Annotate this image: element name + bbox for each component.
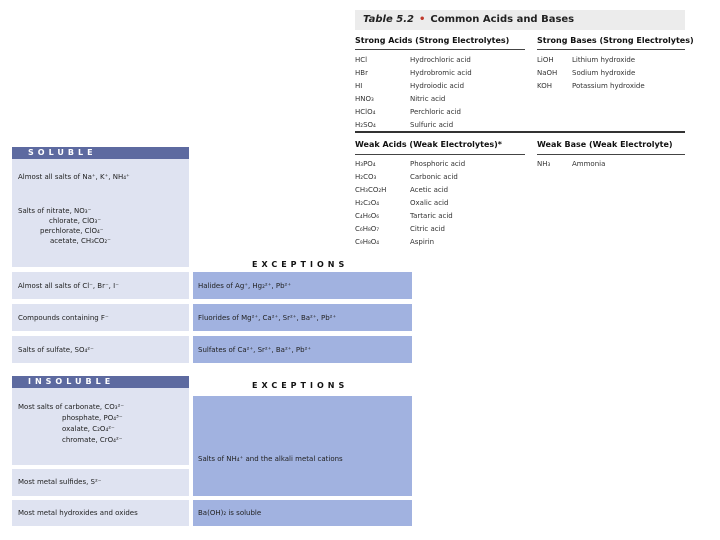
strong-base-formula: NaOH — [537, 69, 558, 77]
weak-acid-formula: H₂CO₃ — [355, 173, 377, 181]
insoluble-header: INSOLUBLE — [12, 376, 189, 388]
insoluble-rule-2: Most metal sulfides, S²⁻ — [18, 478, 102, 486]
weak-acid-formula: C₆H₈O₇ — [355, 225, 380, 233]
weak-acid-name: Citric acid — [410, 225, 445, 233]
strong-base-name: Lithium hydroxide — [572, 56, 636, 64]
soluble-row-rule-text: Almost all salts of Cl⁻, Br⁻, I⁻ — [18, 282, 119, 290]
soluble-row-rule — [12, 272, 189, 299]
weak-acid-name: Tartaric acid — [410, 212, 453, 220]
strong-acid-name: Hydrochloric acid — [410, 56, 471, 64]
soluble-exceptions-label: EXCEPTIONS — [252, 260, 349, 269]
section-divider — [355, 131, 685, 133]
insoluble-exceptions-label: EXCEPTIONS — [252, 381, 349, 390]
weak-base-name: Ammonia — [572, 160, 606, 168]
strong-acid-formula: HNO₃ — [355, 95, 374, 103]
insoluble-rule-3: Most metal hydroxides and oxides — [18, 509, 138, 517]
soluble-rules-box — [12, 159, 189, 267]
table-title-text: Common Acids and Bases — [430, 14, 575, 25]
soluble-rule-2-line: perchlorate, ClO₄⁻ — [40, 227, 104, 235]
header-rule-left — [355, 49, 525, 50]
strong-base-name: Potassium hydroxide — [572, 82, 645, 90]
soluble-row-exception-text: Fluorides of Mg²⁺, Ca²⁺, Sr²⁺, Ba²⁺, Pb²⁺ — [198, 314, 337, 322]
strong-acid-formula: HCl — [355, 56, 368, 64]
strong-acids-header: Strong Acids (Strong Electrolytes) — [355, 36, 510, 45]
soluble-rule-2: Salts of nitrate, NO₃⁻ — [18, 207, 92, 215]
strong-acid-name: Perchloric acid — [410, 108, 461, 116]
strong-acid-formula: H₂SO₄ — [355, 121, 376, 129]
soluble-row-exception — [193, 272, 412, 299]
soluble-header: SOLUBLE — [12, 147, 189, 159]
soluble-row-exception — [193, 336, 412, 363]
weak-base-header: Weak Base (Weak Electrolyte) — [537, 140, 673, 149]
table-number: Table 5.2 — [363, 14, 414, 25]
weak-base-formula: NH₃ — [537, 160, 551, 168]
strong-base-formula: KOH — [537, 82, 552, 90]
insoluble-exception-2: Ba(OH)₂ is soluble — [198, 509, 262, 517]
strong-base-formula: LiOH — [537, 56, 554, 64]
soluble-row-rule-text: Compounds containing F⁻ — [18, 314, 109, 322]
strong-acid-name: Hydrobromic acid — [410, 69, 472, 77]
insoluble-exception-1: Salts of NH₄⁺ and the alkali metal cations — [198, 455, 343, 463]
strong-acid-formula: HI — [355, 82, 363, 90]
soluble-row-exception-text: Sulfates of Ca²⁺, Sr²⁺, Ba²⁺, Pb²⁺ — [198, 346, 312, 354]
weak-acid-formula: C₉H₈O₄ — [355, 238, 380, 246]
table-title — [355, 10, 685, 30]
weak-acid-formula: CH₃CO₂H — [355, 186, 387, 194]
strong-acid-formula: HBr — [355, 69, 368, 77]
insoluble-rule-1-line: chromate, CrO₄²⁻ — [62, 436, 123, 444]
weak-acids-header: Weak Acids (Weak Electrolytes)* — [355, 140, 502, 149]
insoluble-exception-1-box — [193, 396, 412, 496]
soluble-rule-1: Almost all salts of Na⁺, K⁺, NH₄⁺ — [18, 173, 130, 181]
weak-acid-name: Phosphoric acid — [410, 160, 466, 168]
strong-acid-name: Nitric acid — [410, 95, 446, 103]
soluble-row-rule — [12, 304, 189, 331]
weak-rule-left — [355, 154, 525, 155]
soluble-row-rule-text: Salts of sulfate, SO₄²⁻ — [18, 346, 94, 354]
insoluble-rule-1-box — [12, 388, 189, 465]
weak-acid-name: Aspirin — [410, 238, 435, 246]
soluble-rule-2-line: chlorate, ClO₃⁻ — [49, 217, 102, 225]
insoluble-rule-3-box — [12, 500, 189, 526]
insoluble-exception-2-box — [193, 500, 412, 526]
header-rule-right — [537, 49, 685, 50]
strong-acid-name: Sulfuric acid — [410, 121, 454, 129]
weak-acid-name: Carbonic acid — [410, 173, 458, 181]
insoluble-rule-1: Most salts of carbonate, CO₃²⁻ — [18, 403, 125, 411]
weak-acid-formula: C₄H₆O₆ — [355, 212, 380, 220]
insoluble-rule-2-box — [12, 469, 189, 496]
soluble-row-exception — [193, 304, 412, 331]
insoluble-rule-1-line: phosphate, PO₄³⁻ — [62, 414, 123, 422]
weak-acid-name: Oxalic acid — [410, 199, 449, 207]
soluble-rule-2-line: acetate, CH₃CO₂⁻ — [50, 237, 111, 245]
strong-bases-header: Strong Bases (Strong Electrolytes) — [537, 36, 694, 45]
weak-acid-formula: H₃PO₄ — [355, 160, 376, 168]
insoluble-rule-1-line: oxalate, C₂O₄²⁻ — [62, 425, 115, 433]
soluble-row-rule — [12, 336, 189, 363]
strong-acid-name: Hydroiodic acid — [410, 82, 465, 90]
soluble-row-exception-text: Halides of Ag⁺, Hg₂²⁺, Pb²⁺ — [198, 282, 292, 290]
acids-bases-table — [352, 8, 694, 140]
strong-base-name: Sodium hydroxide — [572, 69, 636, 77]
weak-rule-right — [537, 154, 685, 155]
title-bullet: • — [418, 14, 426, 25]
strong-acid-formula: HClO₄ — [355, 108, 376, 116]
weak-acid-formula: H₂C₂O₄ — [355, 199, 380, 207]
weak-acid-name: Acetic acid — [410, 186, 449, 194]
